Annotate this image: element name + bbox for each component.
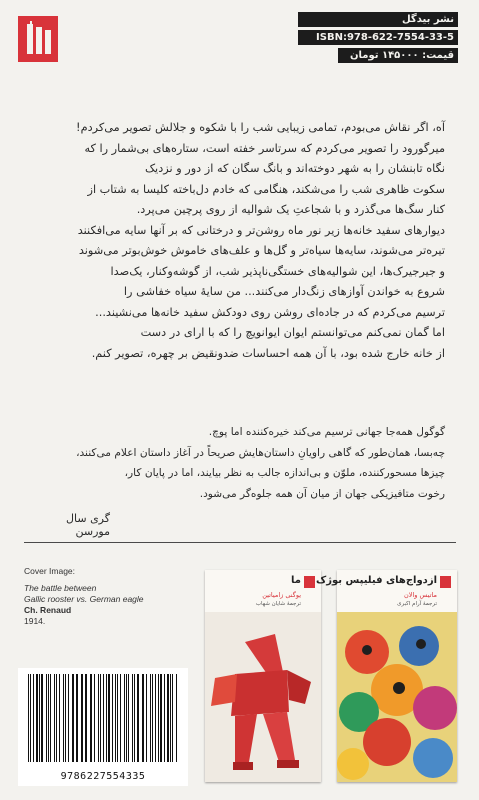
blurb-line: کنار سگ‌ها می‌گذرد و با شجاعتِ یک شوالیه از روی پرچین می‌پرد. <box>136 203 445 216</box>
cover-credit-artist: Ch. Renaud <box>24 605 72 615</box>
barcode-bar <box>176 674 177 762</box>
related-book-author: یوگنی زامیاتین <box>262 591 301 599</box>
cover-credit-title-2: Gallic rooster vs. German eagle <box>24 594 144 604</box>
barcode-bar <box>155 674 156 762</box>
blurb-line: دیوارهای سفید خانه‌ها زیر نور ماه روشن‌تر و درختانی که بر آنها سایه می‌افکنند <box>77 223 445 237</box>
blurb-line: شروع به خواندن آوازهای زنگ‌دار می‌کنند... من سایهٔ سیاه خفاشی را <box>123 285 445 298</box>
publisher-logo <box>18 16 58 62</box>
blurb-line: تیره‌تر می‌شوند، سایه‌ها سیاه‌تر و گل‌ها و علف‌های خاموش خوش‌بوتر می‌شوند <box>78 244 445 257</box>
red-figure-artwork <box>205 612 321 782</box>
barcode-bar <box>164 674 165 762</box>
blurb-line: آه، اگر نقاش می‌بودم، تمامی زیبایی شب را با شکوه و جلالش تصویر می‌کردم! <box>76 121 445 134</box>
publisher-info-box <box>298 12 458 66</box>
barcode-bar <box>167 674 168 762</box>
barcode <box>18 668 188 786</box>
barcode-bar <box>90 674 91 762</box>
barcode-bar <box>120 674 121 762</box>
publisher-mini-logo <box>440 576 451 588</box>
barcode-bar <box>158 674 159 762</box>
barcode-bar <box>146 674 147 762</box>
cover-credit-label: Cover Image: <box>24 566 76 576</box>
barcode-bar <box>143 674 144 762</box>
barcode-bar <box>73 674 74 762</box>
barcode-bar <box>142 674 143 762</box>
barcode-bar <box>152 674 153 762</box>
related-book-translator: ترجمهٔ آرام اکبری <box>397 601 437 607</box>
barcode-bar <box>39 674 40 762</box>
publisher-name: نشر بیدگل <box>298 12 458 27</box>
barcode-bar <box>132 674 133 762</box>
barcode-bar <box>28 674 29 762</box>
cover-credit-title-1: The battle between <box>24 583 97 593</box>
barcode-bar <box>68 674 69 762</box>
quote-author: گری سال مورسن <box>66 512 110 538</box>
barcode-bar <box>103 674 104 762</box>
barcode-bar <box>112 674 113 762</box>
price: قیمت: ۱۴۵۰۰۰ تومان <box>338 48 458 63</box>
blurb-line: سکوت ظاهری شب را می‌شکند، هنگامی که خادم دل‌باخته کلیسا به شتاب از <box>87 182 445 196</box>
publisher-mini-logo <box>304 576 315 588</box>
barcode-bar <box>160 674 162 762</box>
barcode-bars <box>28 674 178 762</box>
blurb-line: و جیرجیرک‌ها، این شوالیه‌های خستگی‌ناپذیر شب، از گوشه‌وکنار، یک‌صدا <box>110 264 445 278</box>
blurb-line: ترسیم می‌کردم که در جاده‌ای روشن روی دودکش سفید خانه‌ها می‌نشیند... <box>95 305 445 319</box>
barcode-bar <box>50 674 51 762</box>
barcode-bar <box>170 674 171 762</box>
barcode-bar <box>33 674 34 762</box>
related-book-title: ازدواج‌های فیلیپس بوژک <box>315 575 437 586</box>
barcode-bar <box>172 674 173 762</box>
barcode-bar <box>124 674 125 762</box>
barcode-bar <box>56 674 57 762</box>
barcode-bar <box>30 674 31 762</box>
barcode-bar <box>126 674 127 762</box>
blurb-line: اما گمان نمی‌کنم می‌توانستم ایوان ایوانویچ را که با ارای در دست <box>140 326 445 339</box>
barcode-bar <box>108 674 110 762</box>
barcode-bar <box>115 674 116 762</box>
barcode-bar <box>117 674 118 762</box>
barcode-bar <box>59 674 61 762</box>
barcode-bar <box>76 674 77 762</box>
barcode-bar <box>134 674 135 762</box>
related-book-translator: ترجمهٔ شایان شهاب <box>255 601 301 607</box>
barcode-bar <box>137 674 139 762</box>
barcode-bar <box>94 674 95 762</box>
barcode-number: 9786227554335 <box>60 771 146 782</box>
barcode-bar <box>54 674 55 762</box>
barcode-bar <box>63 674 64 762</box>
isbn: ISBN:978-622-7554-33-5 <box>298 30 458 45</box>
section-divider <box>24 542 456 543</box>
cover-credit-year: 1914. <box>24 616 46 626</box>
barcode-bar <box>106 674 107 762</box>
quote-line: چیزها مسحورکننده، ملوّن و بی‌اندازه جالب به نظر بیایند، اما در پایان کار، <box>124 467 445 479</box>
cover-credit <box>24 566 164 627</box>
barcode-bar <box>91 674 92 762</box>
barcode-bar <box>82 674 83 762</box>
quote-line: گوگول همه‌جا جهانی ترسیم می‌کند خیره‌کننده اما پوچ. <box>208 426 445 438</box>
blurb-line: از خانه خارج شده بود، با آن همه احساسات ضدونقیض بر چهره، تصویر کنم. <box>91 346 445 360</box>
barcode-bar <box>85 674 87 762</box>
barcode-bar <box>98 674 99 762</box>
blurb-line: میرگورود را تصویر می‌کردم که سرتاسر خفته است، ستاره‌های بی‌شمار را که <box>84 141 445 155</box>
colorful-crowd-artwork <box>337 612 457 782</box>
blurb-line: نگاه تابنشان را به شهر دوخته‌اند و بانگ سگان که از دور و نزدیک <box>144 162 445 175</box>
related-book-cover <box>205 570 321 782</box>
barcode-bar <box>72 674 73 762</box>
barcode-bar <box>81 674 82 762</box>
critic-quote <box>30 422 445 504</box>
barcode-bar <box>36 674 37 762</box>
quote-line: رخوت متافیزیکی جهان از میان آن همه جلوه‌گر می‌شود. <box>199 487 445 500</box>
barcode-bar <box>150 674 151 762</box>
barcode-bar <box>128 674 129 762</box>
barcode-bar <box>48 674 49 762</box>
barcode-bar <box>100 674 101 762</box>
quote-line: چه‌بسا، همان‌طور که گاهی راویانِ داستان‌هایش صریحاً در آغاز داستان اعلام می‌کنند، <box>76 446 445 459</box>
barcode-bar <box>41 674 43 762</box>
related-book-cover <box>315 570 457 782</box>
barcode-bar <box>46 674 47 762</box>
related-book-author: ماتیس والان <box>403 591 437 599</box>
blurb-text <box>30 118 445 364</box>
barcode-bar <box>65 674 66 762</box>
related-book-title: ما <box>291 575 301 586</box>
